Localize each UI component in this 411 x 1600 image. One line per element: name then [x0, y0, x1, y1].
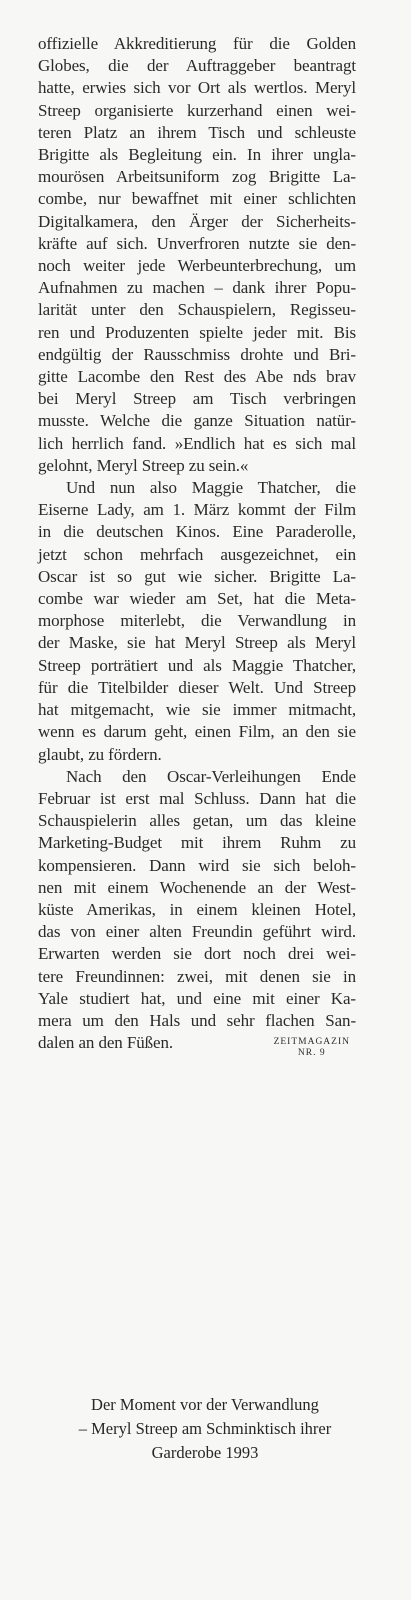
photo-caption: [60, 1393, 350, 1465]
article-line: Streep porträtiert und als Maggie Thatcher,: [38, 655, 356, 675]
article-line: küste Amerikas, in einem kleinen Hotel,: [38, 899, 356, 919]
article-line: Marketing-Budget mit ihrem Ruhm zu: [38, 833, 356, 853]
article-line: hat mitgemacht, wie sie immer mitmacht,: [38, 700, 356, 720]
last-line-with-signature: [38, 1032, 356, 1059]
article-line: hatte, erwies sich vor Ort als wertlos. Meryl: [38, 78, 356, 98]
article-line: mera um den Hals und sehr flachen San-: [38, 1010, 356, 1030]
article-line: dalen an den Füßen.: [38, 1033, 174, 1053]
article-line: musste. Welche die ganze Situation natür-: [38, 411, 356, 431]
article-paragraph-1: [38, 33, 356, 477]
article-line: Schauspielerin alles getan, um das kleine: [38, 811, 356, 831]
article-line: Globes, die der Auftraggeber beantragt: [38, 56, 356, 76]
caption-line-3: Garderobe 1993: [151, 1443, 259, 1462]
article-line: in die deutschen Kinos. Eine Paraderolle,: [38, 522, 356, 542]
article-line: der Maske, sie hat Meryl Streep als Meryl: [38, 633, 356, 653]
article-line: combe, nur bewaffnet mit einer schlichten: [38, 189, 356, 209]
signature-line-1: ZEITMAGAZIN: [273, 1037, 350, 1048]
caption-line-2: – Meryl Streep am Schminktisch ihrer: [78, 1419, 332, 1438]
article-line: larität unter den Schauspielern, Regisseu-: [38, 300, 356, 320]
article-line: Eiserne Lady, am 1. März kommt der Film: [38, 500, 356, 520]
article-line: noch weiter jede Werbeunterbrechung, um: [38, 256, 356, 276]
article-column: [38, 33, 356, 1059]
article-line: mourösen Arbeitsuniform zog Brigitte La-: [38, 167, 356, 187]
article-line: offizielle Akkreditierung für die Golden: [38, 34, 356, 53]
article-line: für die Titelbilder dieser Welt. Und Streep: [38, 677, 356, 697]
article-line: Aufnahmen zu machen – dank ihrer Popu-: [38, 278, 356, 298]
article-line: bei Meryl Streep am Tisch verbringen: [38, 389, 356, 409]
article-line: combe war wieder am Set, hat die Meta-: [38, 589, 356, 609]
article-line: kompensieren. Dann wird sie sich beloh-: [38, 855, 356, 875]
article-line: Nach den Oscar-Verleihungen Ende: [66, 766, 356, 786]
article-line: teren Platz an ihrem Tisch und schleuste: [38, 122, 356, 142]
article-paragraph-3: [38, 766, 356, 1059]
article-line: ren und Produzenten spielte jeder mit. Bis: [38, 322, 356, 342]
caption-line-1: Der Moment vor der Verwandlung: [91, 1395, 319, 1414]
article-line: glaubt, zu fördern.: [38, 744, 162, 764]
article-line: endgültig der Rausschmiss drohte und Bri-: [38, 344, 356, 364]
article-line: Yale studiert hat, und eine mit einer Ka-: [38, 988, 356, 1008]
article-paragraph-2: [38, 477, 356, 766]
article-line: gitte Lacombe den Rest des Abe nds brav: [38, 367, 356, 387]
article-line: lich herrlich fand. »Endlich hat es sich mal: [38, 433, 356, 453]
article-line: morphose miterlebt, die Verwandlung in: [38, 611, 356, 631]
article-line: gelohnt, Meryl Streep zu sein.«: [38, 455, 249, 475]
signature-line-2: NR. 9: [297, 1048, 326, 1059]
article-line: Oscar ist so gut wie sicher. Brigitte La-: [38, 566, 356, 586]
article-line: wenn es darum geht, einen Film, an den sie: [38, 722, 356, 742]
article-line: Digitalkamera, den Ärger der Sicherheits-: [38, 211, 356, 231]
article-line: Erwarten werden sie dort noch drei wei-: [38, 944, 356, 964]
article-line: Februar ist erst mal Schluss. Dann hat die: [38, 788, 356, 808]
article-line: Und nun also Maggie Thatcher, die: [66, 478, 356, 498]
article-line: nen mit einem Wochenende an der West-: [38, 877, 356, 897]
article-line: Brigitte als Begleitung ein. In ihrer ungla-: [38, 145, 356, 165]
source-signature: [274, 1037, 350, 1059]
article-line: Streep organisierte kurzerhand einen wei-: [38, 100, 356, 120]
article-line: das von einer alten Freundin geführt wird.: [38, 922, 356, 942]
article-line: tere Freundinnen: zwei, mit denen sie in: [38, 966, 356, 986]
article-line: kräfte auf sich. Unverfroren nutzte sie den-: [38, 233, 356, 253]
article-line: jetzt schon mehrfach ausgezeichnet, ein: [38, 544, 356, 564]
